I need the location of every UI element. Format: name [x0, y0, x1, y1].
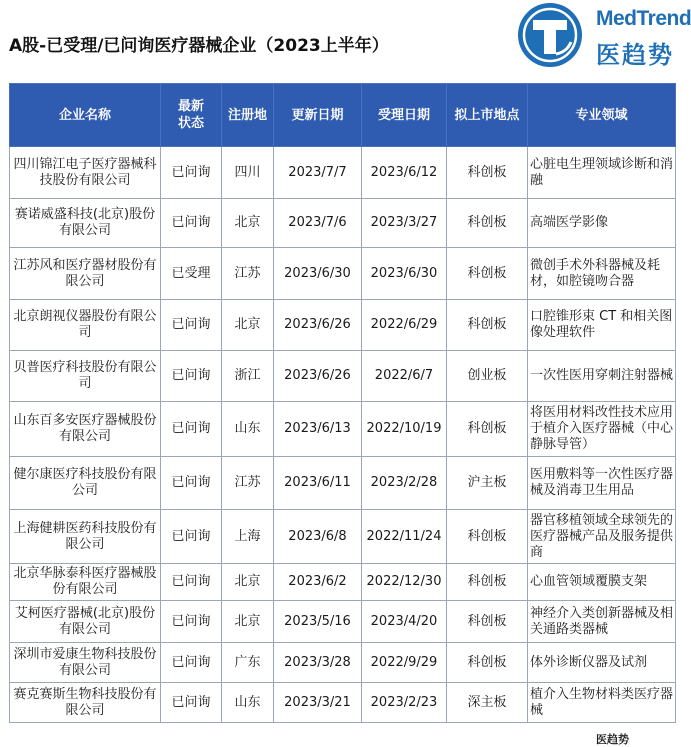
- table-header-row: [10, 84, 676, 147]
- medtrend-t-icon: [517, 2, 583, 68]
- cell-company-name: 四川锦江电子医疗器械科技股份有限公司: [10, 147, 161, 199]
- cell-acceptance-date: 2023/4/20: [362, 601, 447, 643]
- cell-acceptance-date: 2022/9/29: [362, 643, 447, 683]
- cell-status: 已问询: [161, 601, 222, 643]
- logo-chinese-text: 医趋势: [596, 41, 674, 69]
- cell-company-name: 北京朗视仪器股份有限公司: [10, 300, 161, 351]
- cell-company-name: 赛克赛斯生物科技股份有限公司: [10, 683, 161, 723]
- cell-listing-board: 科创板: [447, 643, 528, 683]
- table-row: [10, 248, 676, 300]
- ipo-companies-table: [9, 83, 676, 723]
- cell-update-date: 2023/6/26: [274, 300, 362, 351]
- cell-listing-board: 科创板: [447, 564, 528, 601]
- cell-acceptance-date: 2023/2/28: [362, 457, 447, 510]
- cell-listing-board: 科创板: [447, 510, 528, 564]
- cell-listing-board: 科创板: [447, 402, 528, 457]
- cell-update-date: 2023/6/26: [274, 351, 362, 402]
- cell-status: 已问询: [161, 643, 222, 683]
- table-row: [10, 199, 676, 248]
- cell-update-date: 2023/6/13: [274, 402, 362, 457]
- cell-status: 已问询: [161, 510, 222, 564]
- table-body: [10, 147, 676, 723]
- cell-status: 已问询: [161, 402, 222, 457]
- cell-listing-board: 科创板: [447, 300, 528, 351]
- table-row: [10, 402, 676, 457]
- cell-field: 一次性医用穿刺注射器械: [528, 351, 676, 402]
- cell-status: 已问询: [161, 351, 222, 402]
- cell-update-date: 2023/6/11: [274, 457, 362, 510]
- cell-update-date: 2023/7/7: [274, 147, 362, 199]
- cell-field: 心血管领域覆膜支架: [528, 564, 676, 601]
- page-title: A股-已受理/已问询医疗器械企业（2023上半年）: [9, 36, 389, 56]
- table-row: [10, 601, 676, 643]
- cell-update-date: 2023/7/6: [274, 199, 362, 248]
- cell-acceptance-date: 2023/2/23: [362, 683, 447, 723]
- cell-company-name: 北京华脉泰科医疗器械股份有限公司: [10, 564, 161, 601]
- cell-company-name: 山东百多安医疗器械股份有限公司: [10, 402, 161, 457]
- cell-registered-place: 四川: [222, 147, 274, 199]
- cell-company-name: 赛诺威盛科技(北京)股份有限公司: [10, 199, 161, 248]
- cell-status: 已问询: [161, 199, 222, 248]
- cell-status: 已问询: [161, 683, 222, 723]
- cell-listing-board: 创业板: [447, 351, 528, 402]
- cell-acceptance-date: 2023/6/30: [362, 248, 447, 300]
- cell-field: 医用敷料等一次性医疗器械及消毒卫生用品: [528, 457, 676, 510]
- cell-acceptance-date: 2023/6/12: [362, 147, 447, 199]
- cell-registered-place: 北京: [222, 199, 274, 248]
- cell-update-date: 2023/6/30: [274, 248, 362, 300]
- cell-company-name: 贝普医疗科技股份有限公司: [10, 351, 161, 402]
- cell-acceptance-date: 2023/3/27: [362, 199, 447, 248]
- cell-acceptance-date: 2022/12/30: [362, 564, 447, 601]
- cell-listing-board: 科创板: [447, 147, 528, 199]
- header-listing-board: 拟上市地点: [447, 84, 528, 147]
- cell-company-name: 上海健耕医药科技股份有限公司: [10, 510, 161, 564]
- cell-field: 口腔锥形束 CT 和相关图像处理软件: [528, 300, 676, 351]
- header-company-name: 企业名称: [10, 84, 161, 147]
- cell-field: 器官移植领域全球领先的医疗器械产品及服务提供商: [528, 510, 676, 564]
- header-registered-place: 注册地: [222, 84, 274, 147]
- cell-field: 微创手术外科器械及耗材，如腔镜吻合器: [528, 248, 676, 300]
- logo-english-text: MedTrend: [596, 7, 691, 30]
- cell-field: 高端医学影像: [528, 199, 676, 248]
- cell-field: 心脏电生理领域诊断和消融: [528, 147, 676, 199]
- cell-listing-board: 科创板: [447, 199, 528, 248]
- cell-field: 植介入生物材料类医疗器械: [528, 683, 676, 723]
- cell-registered-place: 山东: [222, 683, 274, 723]
- cell-acceptance-date: 2022/11/24: [362, 510, 447, 564]
- table-row: [10, 683, 676, 723]
- header-update-date: 更新日期: [274, 84, 362, 147]
- cell-field: 将医用材料改性技术应用于植介入医疗器械（中心静脉导管）: [528, 402, 676, 457]
- cell-status: 已问询: [161, 564, 222, 601]
- cell-listing-board: 科创板: [447, 601, 528, 643]
- cell-listing-board: 科创板: [447, 248, 528, 300]
- cell-registered-place: 北京: [222, 300, 274, 351]
- table-row: [10, 510, 676, 564]
- medtrend-logo: [517, 2, 691, 69]
- cell-acceptance-date: 2022/6/29: [362, 300, 447, 351]
- header-acceptance-date: 受理日期: [362, 84, 447, 147]
- table-row: [10, 147, 676, 199]
- cell-registered-place: 广东: [222, 643, 274, 683]
- table-row: [10, 351, 676, 402]
- table-row: [10, 643, 676, 683]
- cell-registered-place: 北京: [222, 564, 274, 601]
- cell-listing-board: 沪主板: [447, 457, 528, 510]
- cell-company-name: 艾柯医疗器械(北京)股份有限公司: [10, 601, 161, 643]
- cell-registered-place: 上海: [222, 510, 274, 564]
- cell-field: 神经介入类创新器械及相关通路类器械: [528, 601, 676, 643]
- cell-acceptance-date: 2022/6/7: [362, 351, 447, 402]
- cell-listing-board: 深主板: [447, 683, 528, 723]
- cell-acceptance-date: 2022/10/19: [362, 402, 447, 457]
- cell-update-date: 2023/3/28: [274, 643, 362, 683]
- cell-company-name: 健尔康医疗科技股份有限公司: [10, 457, 161, 510]
- cell-update-date: 2023/5/16: [274, 601, 362, 643]
- table-row: [10, 300, 676, 351]
- cell-registered-place: 浙江: [222, 351, 274, 402]
- cell-status: 已问询: [161, 147, 222, 199]
- header-field: 专业领域: [528, 84, 676, 147]
- footer-watermark: 医趋势: [596, 733, 629, 746]
- cell-update-date: 2023/6/2: [274, 564, 362, 601]
- cell-registered-place: 江苏: [222, 457, 274, 510]
- table-row: [10, 457, 676, 510]
- cell-field: 体外诊断仪器及试剂: [528, 643, 676, 683]
- cell-company-name: 深圳市爱康生物科技股份有限公司: [10, 643, 161, 683]
- header-status: 最新 状态: [161, 84, 222, 147]
- cell-registered-place: 江苏: [222, 248, 274, 300]
- table-row: [10, 564, 676, 601]
- cell-status: 已受理: [161, 248, 222, 300]
- cell-update-date: 2023/6/8: [274, 510, 362, 564]
- cell-update-date: 2023/3/21: [274, 683, 362, 723]
- cell-registered-place: 山东: [222, 402, 274, 457]
- cell-registered-place: 北京: [222, 601, 274, 643]
- cell-status: 已问询: [161, 300, 222, 351]
- cell-company-name: 江苏风和医疗器材股份有限公司: [10, 248, 161, 300]
- cell-status: 已问询: [161, 457, 222, 510]
